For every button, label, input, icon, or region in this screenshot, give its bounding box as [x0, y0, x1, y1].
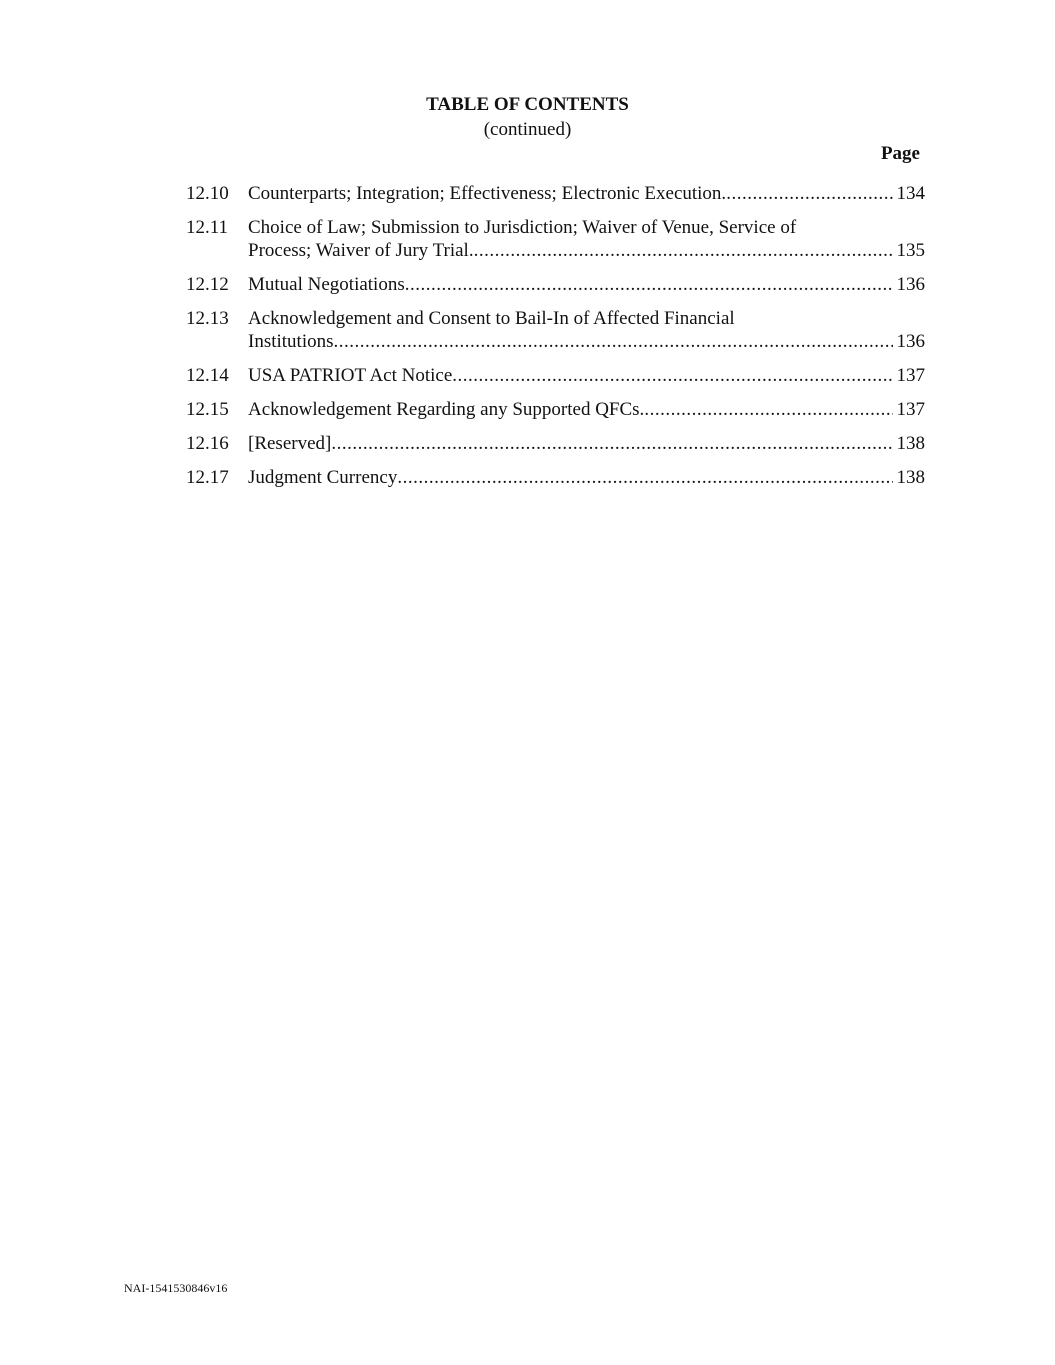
toc-dot-leader	[334, 330, 893, 353]
toc-entry-page: 137	[896, 399, 925, 420]
toc-title: TABLE OF CONTENTS	[426, 94, 629, 115]
toc-entry-title: [Reserved]	[248, 433, 332, 454]
toc-entry-title: USA PATRIOT Act Notice	[248, 365, 453, 386]
document-id: NAI-1541530846v16	[124, 1281, 228, 1295]
toc-entry-number: 12.17	[186, 467, 229, 488]
page-column-heading: Page	[880, 143, 920, 164]
toc-entry[interactable]	[186, 273, 925, 296]
toc-list	[186, 182, 925, 500]
toc-dot-leader	[726, 182, 892, 205]
toc-entry-page: 137	[896, 365, 925, 386]
toc-entry-page: 136	[896, 331, 925, 352]
toc-entry[interactable]	[186, 466, 925, 489]
toc-entry-title: Counterparts; Integration; Effectiveness; Electronic Execution.	[248, 183, 727, 204]
toc-entry-title: Institutions	[248, 331, 334, 352]
toc-dot-leader	[474, 239, 893, 262]
toc-subtitle: (continued)	[483, 119, 572, 140]
toc-entry-title: Process; Waiver of Jury Trial.	[248, 240, 474, 261]
toc-entry[interactable]	[186, 364, 925, 387]
toc-entry-number: 12.15	[186, 399, 229, 420]
toc-entry-page: 135	[896, 240, 925, 261]
toc-entry-number: 12.10	[186, 183, 229, 204]
toc-entry-number: 12.14	[186, 365, 229, 386]
toc-entry-number: 12.16	[186, 433, 229, 454]
toc-entry-page: 134	[896, 183, 925, 204]
toc-dot-leader	[452, 364, 892, 387]
toc-dot-leader	[397, 466, 892, 489]
toc-entry-title: Acknowledgement Regarding any Supported QFCs.	[248, 399, 645, 420]
toc-dot-leader	[405, 273, 893, 296]
toc-entry[interactable]	[186, 182, 925, 205]
toc-entry-title-line1: Choice of Law; Submission to Jurisdiction; Waiver of Venue, Service of	[248, 217, 797, 238]
toc-dot-leader	[644, 398, 892, 421]
toc-entry[interactable]	[186, 216, 925, 262]
toc-entry-number: 12.13	[186, 308, 229, 329]
toc-entry-number: 12.12	[186, 274, 229, 295]
toc-entry[interactable]	[186, 307, 925, 353]
toc-entry[interactable]	[186, 432, 925, 455]
toc-entry-number: 12.11	[186, 217, 229, 238]
toc-entry-title: Judgment Currency	[248, 467, 398, 488]
toc-entry-page: 136	[896, 274, 925, 295]
toc-entry[interactable]	[186, 398, 925, 421]
toc-entry-title: Mutual Negotiations	[248, 274, 405, 295]
toc-entry-page: 138	[896, 467, 925, 488]
toc-entry-title-line1: Acknowledgement and Consent to Bail-In of Affected Financial	[248, 308, 735, 329]
toc-dot-leader	[331, 432, 892, 455]
toc-entry-page: 138	[896, 433, 925, 454]
